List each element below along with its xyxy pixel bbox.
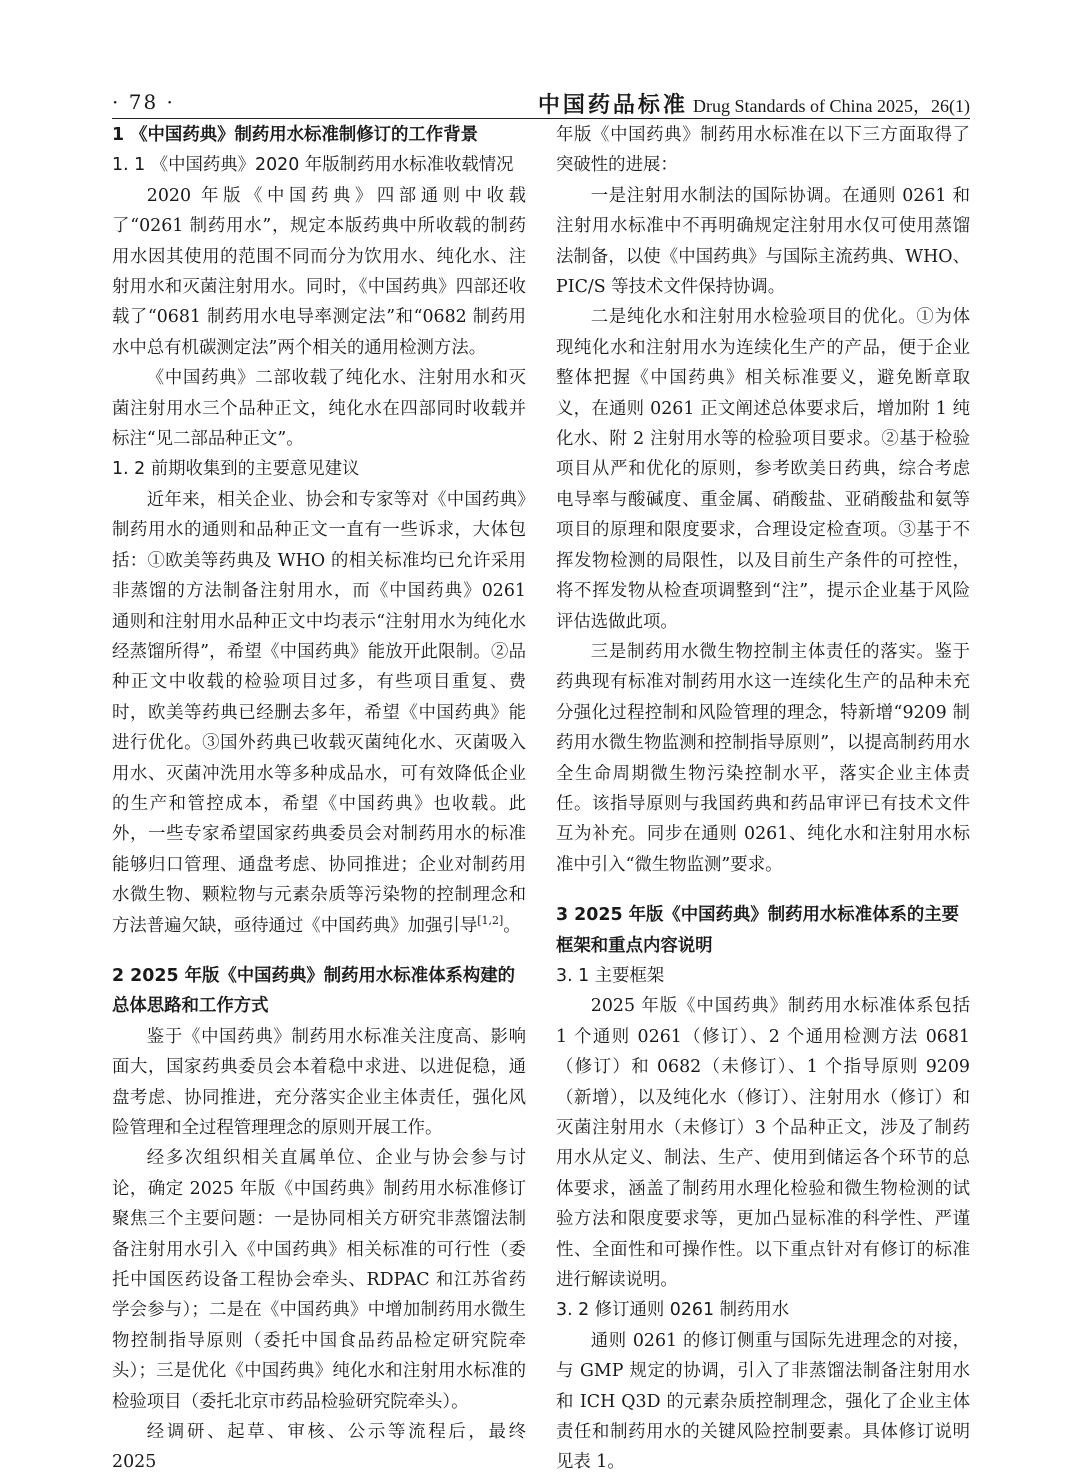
paragraph: 二是纯化水和注射用水检验项目的优化。①为体现纯化水和注射用水为连续化生产的产品，便于企业整体把握《中国药典》相关标准要义，避免断章取义，在通则 0261 正文阐述总体要求后，增加附 1 纯化水、附 2 注射用水等的检验项目要求。②基于检验项目从严和优化的原则，参考欧美日药典，综合考虑电导率与酸碱度、重金属、硝酸盐、亚硝酸盐和氨等项目的原理和限度要求，合理设定检查项。③基于不挥发物检测的局限性，以及目前生产条件的可控性，将不挥发物从检查项调整到“注”，提示企业基于风险评估选做此项。 xyxy=(556,307,970,632)
right-column xyxy=(556,120,970,1478)
header-rule xyxy=(112,118,970,119)
paragraph: 三是制药用水微生物控制主体责任的落实。鉴于药典现有标准对制药用水这一连续化生产的品种未充分强化过程控制和风险管理的理念，特新增“9209 制药用水微生物监测和控制指导原则”，以提高制药用水全生命周期微生物污染控制水平，落实企业主体责任。该指导原则与我国药典和药品审评已有技术文件互为补充。同步在通则 0261、纯化水和注射用水标准中引入“微生物监测”要求。 xyxy=(556,641,970,875)
section-3-2-heading: 3. 2 修订通则 0261 制药用水 xyxy=(556,1300,790,1321)
page-number: · 78 · xyxy=(112,90,175,114)
section-3-1-heading: 3. 1 主要框架 xyxy=(556,965,665,986)
journal-title-cn: 中国药品标准 xyxy=(537,93,688,118)
paragraph-text: 近年来，相关企业、协会和专家等对《中国药典》制药用水的通则和品种正文一直有一些诉求，大体包括：①欧美等药典及 WHO 的相关标准均已允许采用非蒸馏的方法制备注射用水，而《中国药典》0261 通则和注射用水品种正文中均表示“注射用水为纯化水经蒸馏所得”，希望《中国药典》能放开此限制。②品种正文中收载的检验项目过多，有些项目重复、费时，欧美等药典已经删去多年，希望《中国药典》能进行优化。③国外药典已收载灭菌纯化水、灭菌吸入用水、灭菌冲洗用水等多种成品水，可有效降低企业的生产和管控成本，希望《中国药典》也收载。此外，一些专家希望国家药典委员会对制药用水的标准能够归口管理、通盘考虑、协同推进；企业对制药用水微生物、颗粒物与元素杂质等污染物的控制理念和方法普遍欠缺，亟待通过《中国药典》加强引导 xyxy=(112,489,526,936)
journal-title xyxy=(538,88,970,119)
paragraph: 一是注射用水制法的国际协调。在通则 0261 和注射用水标准中不再明确规定注射用水仅可使用蒸馏法制备，以使《中国药典》与国际主流药典、WHO、PIC/S 等技术文件保持协调。 xyxy=(556,185,970,298)
paragraph-end: 。 xyxy=(503,915,521,936)
left-column xyxy=(112,120,526,1478)
paragraph: 《中国药典》二部收载了纯化水、注射用水和灭菌注射用水三个品种正文，纯化水在四部同时收载并标注“见二部品种正文”。 xyxy=(112,368,526,450)
paragraph: 经调研、起草、审核、公示等流程后，最终 2025 xyxy=(112,1422,526,1473)
section-1-1-heading: 1. 1 《中国药典》2020 年版制药用水标准收载情况 xyxy=(112,155,514,176)
paragraph: 2025 年版《中国药典》制药用水标准体系包括 1 个通则 0261（修订）、2 个通用检测方法 0681（修订）和 0682（未修订）、1 个指导原则 9209（新增），以及纯化水（修订）、注射用水（修订）和灭菌注射用水（未修订）3 个品种正文，涉及了制药用水从定义、制法、生产、使用到储运各个环节的总体要求，涵盖了制药用水理化检验和微生物检测的试验方法和限度要求等，更加凸显标准的科学性、严谨性、全面性和可操作性。以下重点针对有修订的标准进行解读说明。 xyxy=(556,996,970,1291)
section-3-heading: 3 2025 年版《中国药典》制药用水标准体系的主要框架和重点内容说明 xyxy=(556,905,960,956)
section-1-2-heading: 1. 2 前期收集到的主要意见建议 xyxy=(112,459,360,480)
paragraph: 通则 0261 的修订侧重与国际先进理念的对接，与 GMP 规定的协调，引入了非蒸馏法制备注射用水和 ICH Q3D 的元素杂质控制理念，强化了企业主体责任和制药用水的关键风险控制要素。具体修订说明见表 1。 xyxy=(556,1330,970,1473)
journal-title-en: Drug Standards of China 2025，26(1) xyxy=(693,96,970,116)
paragraph: 2020 年版《中国药典》四部通则中收载了“0261 制药用水”，规定本版药典中所收载的制药用水因其使用的范围不同而分为饮用水、纯化水、注射用水和灭菌注射用水。同时，《中国药典》四部还收载了“0681 制药用水电导率测定法”和“0682 制药用水中总有机碳测定法”两个相关的通用检测方法。 xyxy=(112,185,526,358)
page-header xyxy=(112,88,970,122)
section-2-heading: 2 2025 年版《中国药典》制药用水标准体系构建的总体思路和工作方式 xyxy=(112,965,516,1017)
section-1-heading: 1 《中国药典》制药用水标准制修订的工作背景 xyxy=(112,125,478,145)
paragraph xyxy=(112,485,526,941)
paragraph-continued: 年版《中国药典》制药用水标准在以下三方面取得了突破性的进展： xyxy=(556,125,970,176)
paragraph: 鉴于《中国药典》制药用水标准关注度高、影响面大，国家药典委员会本着稳中求进、以进促稳，通盘考虑、协同推进，充分落实企业主体责任，强化风险管理和全过程管理理念的原则开展工作。 xyxy=(112,1026,526,1138)
citation: [1,2] xyxy=(477,913,504,927)
paragraph: 经多次组织相关直属单位、企业与协会参与讨论，确定 2025 年版《中国药典》制药用水标准修订聚焦三个主要问题：一是协同相关方研究非蒸馏法制备注射用水引入《中国药典》相关标准的可行性（委托中国医药设备工程协会牵头、RDPAC 和江苏省药学会参与）；二是在《中国药典》中增加制药用水微生物控制指导原则（委托中国食品药品检定研究院牵头）；三是优化《中国药典》纯化水和注射用水标准的检验项目（委托北京市药品检验研究院牵头）。 xyxy=(112,1148,526,1412)
